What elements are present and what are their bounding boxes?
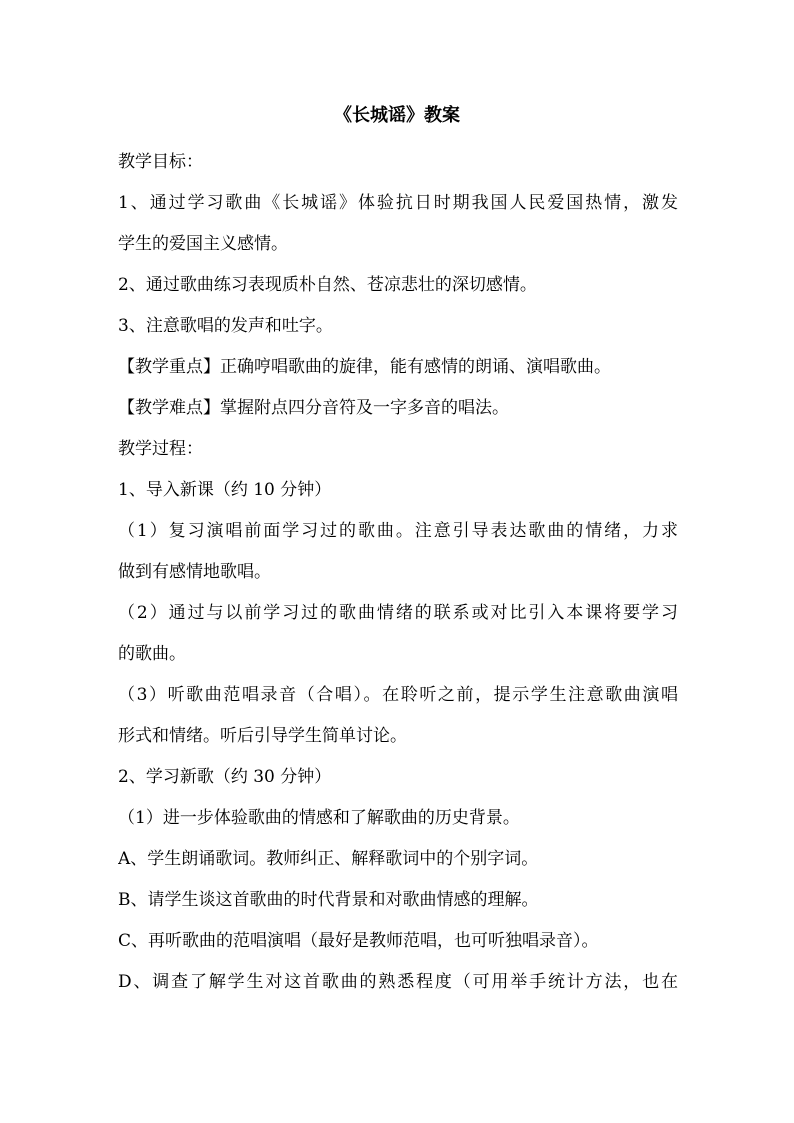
key-point-line: 【教学重点】正确哼唱歌曲的旋律，能有感情的朗诵、演唱歌曲。 (118, 357, 611, 377)
section-heading-process: 教学过程： (118, 439, 203, 459)
paragraph-line: 2、通过歌曲练习表现质朴自然、苍凉悲壮的深切感情。 (118, 275, 537, 295)
paragraph-line: （2）通过与以前学习过的歌曲情绪的联系或对比引入本课将要学习 (118, 603, 678, 623)
document-title: 《长城谣》教案 (334, 105, 460, 126)
paragraph-line: 的歌曲。 (118, 644, 186, 664)
paragraph-line: 形式和情绪。听后引导学生简单讨论。 (118, 726, 407, 746)
paragraph-line: 1、导入新课（约 10 分钟） (118, 480, 332, 500)
paragraph-line: （1）复习演唱前面学习过的歌曲。注意引导表达歌曲的情绪，力求 (118, 521, 678, 541)
paragraph-line: 学生的爱国主义感情。 (118, 234, 288, 254)
section-heading-objectives: 教学目标： (118, 152, 203, 172)
paragraph-line: C、再听歌曲的范唱演唱（最好是教师范唱，也可听独唱录音）。 (118, 931, 599, 951)
paragraph-line: 2、学习新歌（约 30 分钟） (118, 767, 332, 787)
paragraph-line: （1）进一步体验歌曲的情感和了解歌曲的历史背景。 (118, 808, 520, 828)
difficulty-line: 【教学难点】掌握附点四分音符及一字多音的唱法。 (118, 398, 509, 418)
paragraph-line: 3、注意歌唱的发声和吐字。 (118, 316, 333, 336)
paragraph-line: D、调查了解学生对这首歌曲的熟悉程度（可用举手统计方法，也在 (118, 972, 678, 992)
paragraph-line: 1、通过学习歌曲《长城谣》体验抗日时期我国人民爱国热情，激发 (118, 193, 678, 213)
paragraph-line: B、请学生谈这首歌曲的时代背景和对歌曲情感的理解。 (118, 890, 539, 910)
paragraph-line: A、学生朗诵歌词。教师纠正、解释歌词中的个别字词。 (118, 849, 539, 869)
paragraph-line: （3）听歌曲范唱录音（合唱）。在聆听之前，提示学生注意歌曲演唱 (118, 685, 678, 705)
paragraph-line: 做到有感情地歌唱。 (118, 562, 271, 582)
